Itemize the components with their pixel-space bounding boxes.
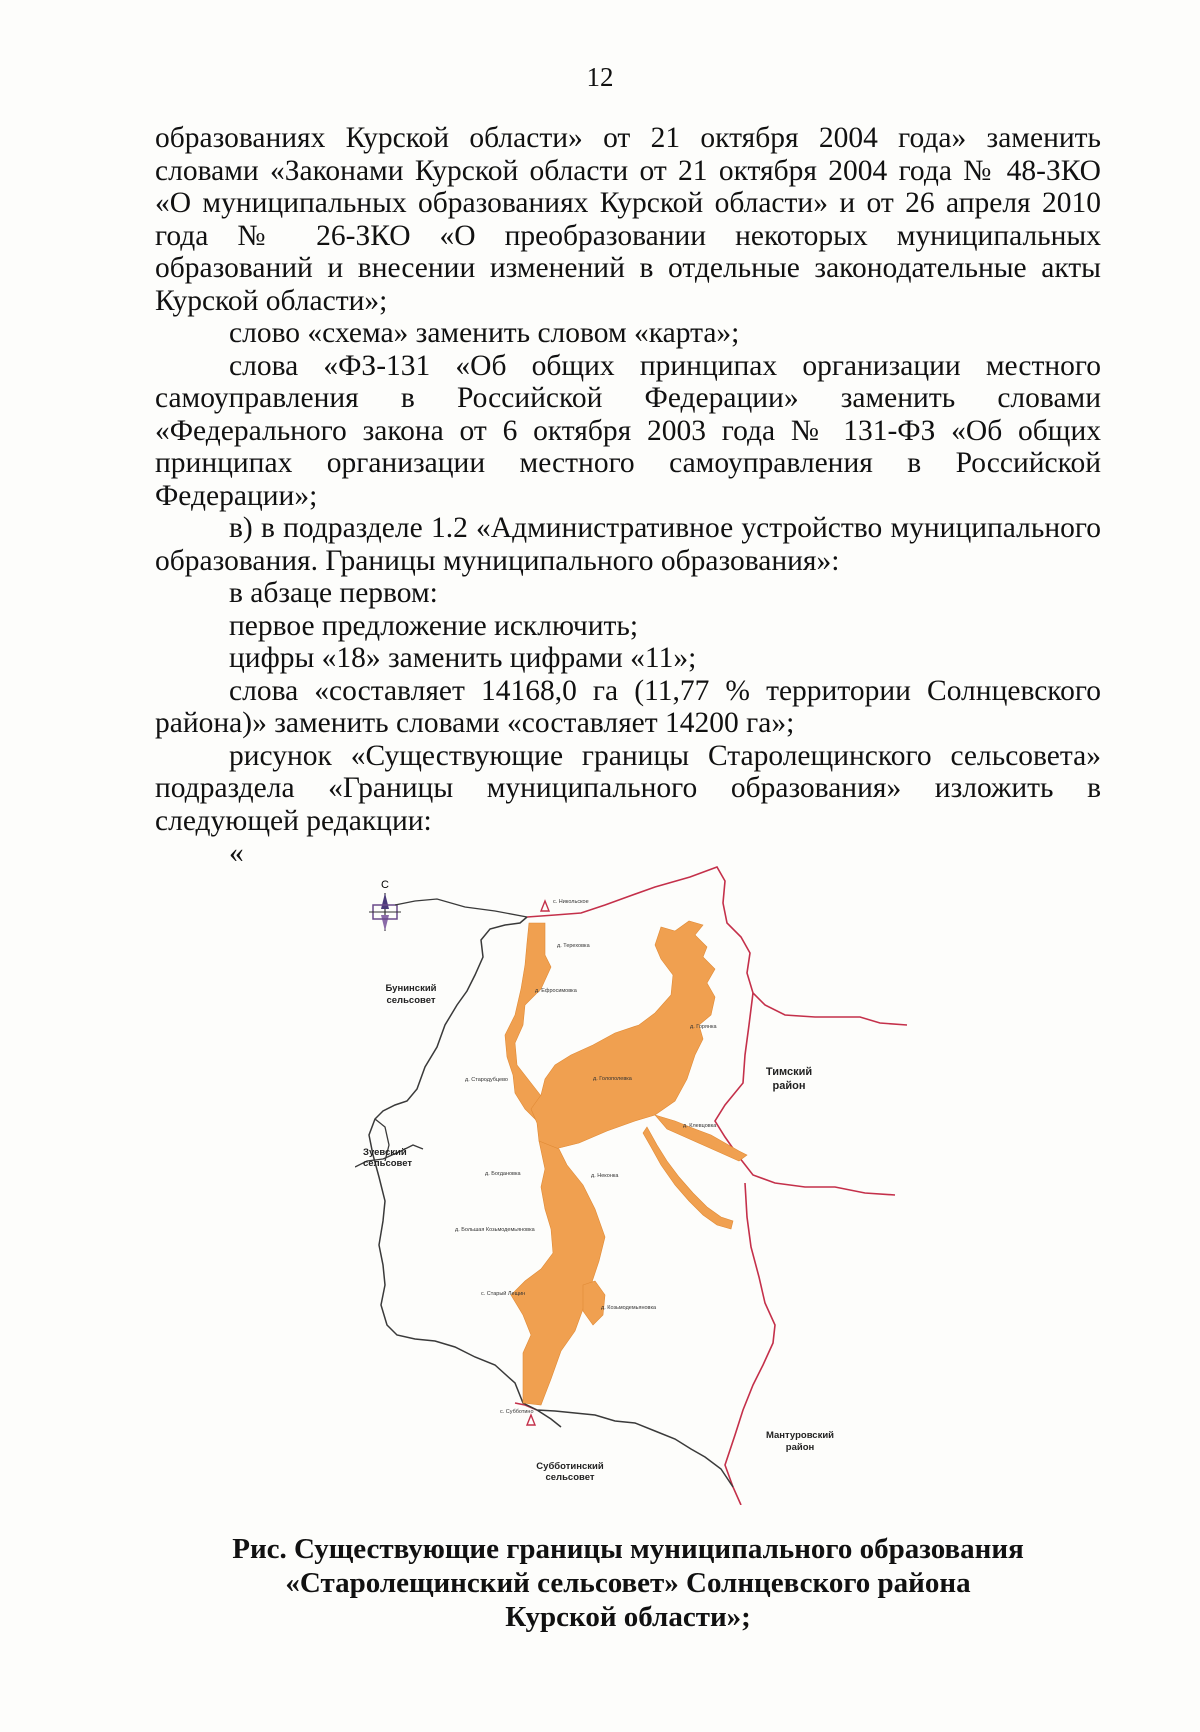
settlement-label: д. Стародубцево bbox=[465, 1077, 508, 1083]
settlement-label: с. Никольское bbox=[553, 899, 589, 905]
settlement-label: д. Козьмодемьяновка bbox=[601, 1305, 657, 1311]
quote-open-mark: « bbox=[229, 837, 244, 869]
settlement-label: д. Клевцовка bbox=[683, 1123, 717, 1129]
paragraph: в) в подразделе 1.2 «Административное устройство муниципального образования. Границы муниципального образования»: bbox=[155, 512, 1101, 577]
paragraph: слово «схема» заменить словом «карта»; bbox=[229, 317, 740, 349]
caption-line: «Старолещинский сельсовет» Солнцевского района bbox=[285, 1567, 971, 1599]
neighbor-label: Мантуровский bbox=[765, 1430, 835, 1441]
settlement-label: д. Тереховка bbox=[557, 943, 590, 949]
paragraph: образованиях Курской области» от 21 октября 2004 года» заменить словами «Законами Курской области от 21 октября 2004 года № 48-ЗКО «О муниципальных образованиях Курской области» и от 26 апреля 2010 года № 26-ЗКО «О преобразовании некоторых муниципальных образований и внесении изменений в отдельные законодательные акты Курской области»; bbox=[155, 122, 1101, 317]
neighbor-label: Субботинский bbox=[536, 1461, 604, 1472]
paragraph: слова «составляет 14168,0 га (11,77 % территории Солнцевского района)» заменить словами «составляет 14200 га»; bbox=[155, 674, 1101, 739]
settlement-label: д. Неконка bbox=[591, 1173, 619, 1179]
settlement-label: д. Богдановка bbox=[485, 1171, 521, 1177]
territory-southeast-pocket bbox=[583, 1281, 605, 1325]
settlement-label: д. Голополевка bbox=[593, 1076, 632, 1082]
territory-southern-body bbox=[511, 1141, 605, 1405]
district-border-south-east bbox=[725, 1183, 775, 1505]
paragraph: в абзаце первом: bbox=[229, 577, 438, 609]
settlement-label: д. Ефросимовка bbox=[535, 988, 577, 994]
figure-caption bbox=[155, 1532, 1101, 1634]
paragraph: слова «ФЗ-131 «Об общих принципах организации местного самоуправления в Российской Федерации» заменить словами «Федерального закона от 6 октября 2003 года № 131-ФЗ «Об общих принципах организации местного самоуправления в Российской Федерации»; bbox=[155, 349, 1101, 512]
document-body bbox=[155, 122, 1101, 870]
neighbor-label: сельсовет bbox=[363, 1158, 413, 1169]
neighbor-label: Бунинский bbox=[385, 983, 437, 994]
settlement-marker-icon bbox=[541, 901, 549, 911]
caption-line: Рис. Существующие границы муниципального образования bbox=[232, 1533, 1024, 1565]
neighbor-boundary-north bbox=[395, 899, 527, 917]
settlement-label: с. Субботино bbox=[500, 1409, 534, 1415]
neighbor-label: Зуевский bbox=[363, 1147, 407, 1158]
municipality-map bbox=[355, 865, 910, 1505]
settlement-marker-icon bbox=[527, 1415, 535, 1425]
neighbor-label: район bbox=[772, 1080, 806, 1092]
neighbor-label: сельсовет bbox=[545, 1472, 595, 1483]
settlement-label: с. Старый Лещин bbox=[481, 1291, 526, 1297]
neighbor-label: сельсовет bbox=[386, 995, 436, 1006]
neighbor-label: Тимский bbox=[765, 1066, 813, 1078]
caption-line: Курской области»; bbox=[505, 1601, 751, 1633]
page-number: 12 bbox=[586, 62, 614, 92]
settlement-label: д. Большая Козьмодемьяновка bbox=[455, 1227, 535, 1233]
settlement-label: д. Горянка bbox=[690, 1024, 717, 1030]
map-svg bbox=[355, 865, 910, 1505]
compass-letter: С bbox=[381, 879, 389, 891]
paragraph: первое предложение исключить; bbox=[229, 609, 639, 642]
district-border-east bbox=[715, 993, 895, 1195]
neighbor-label: район bbox=[785, 1442, 815, 1453]
paragraph: цифры «18» заменить цифрами «11»; bbox=[229, 642, 697, 674]
territory-east-arm bbox=[655, 1115, 747, 1161]
territory-central-body bbox=[531, 921, 715, 1149]
paragraph: рисунок «Существующие границы Старолещинского сельсовета» подраздела «Границы муниципального образования» изложить в следующей редакции: bbox=[155, 739, 1101, 837]
